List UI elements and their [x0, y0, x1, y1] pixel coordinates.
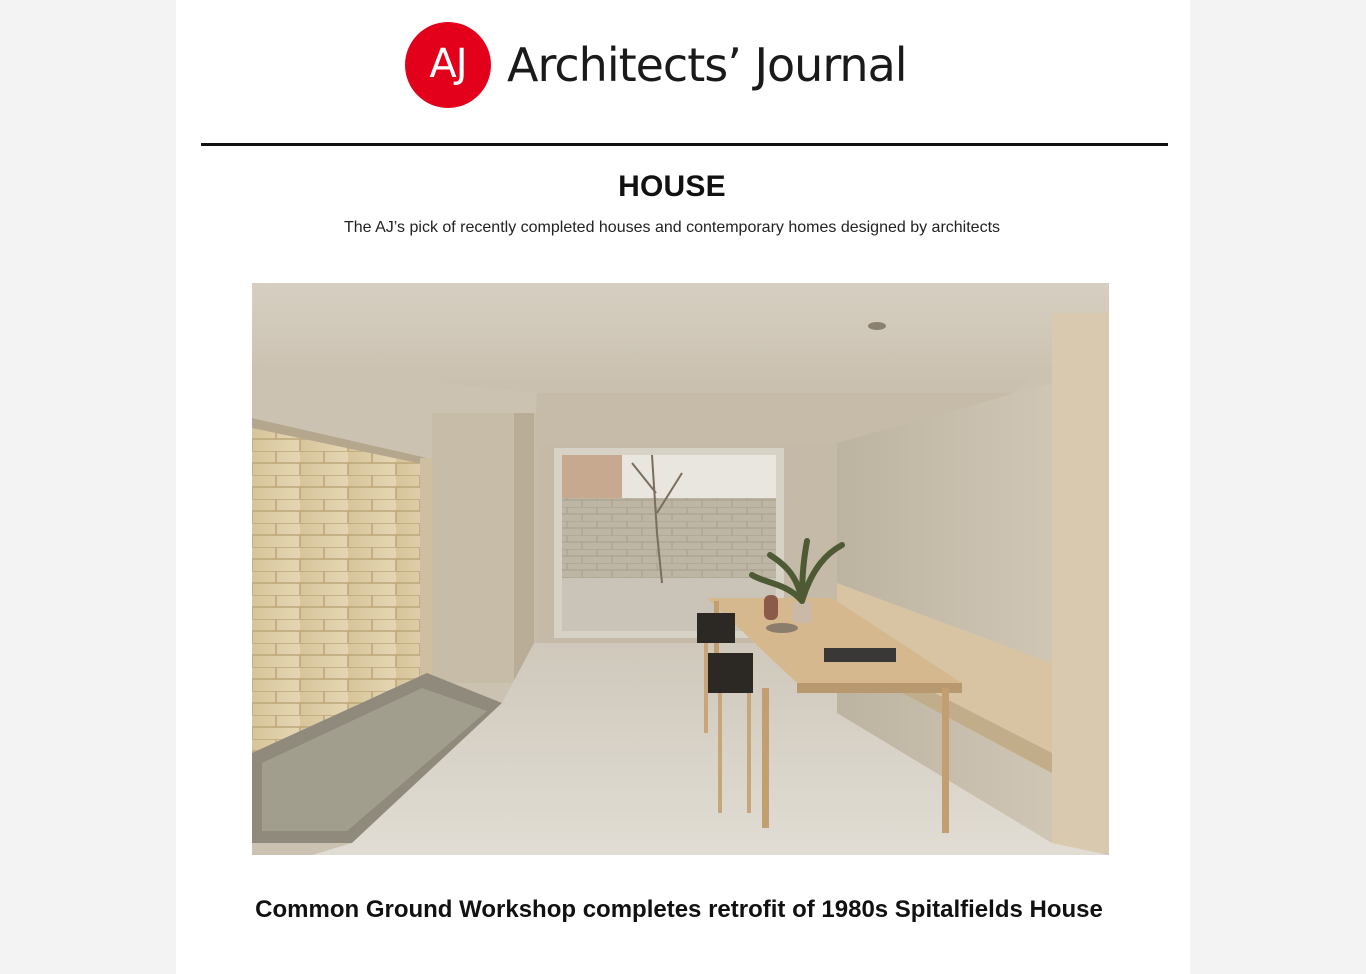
article-headline-link[interactable]: Common Ground Workshop completes retrofit of 1980s Spitalfields House — [255, 896, 1103, 923]
aj-logo-badge — [405, 22, 491, 108]
interior-photo-illustration — [252, 283, 1109, 855]
header-divider — [201, 143, 1168, 146]
article-hero-image[interactable] — [252, 283, 1109, 855]
site-name: Architects’ Journal — [507, 38, 907, 92]
section-description: The AJ’s pick of recently completed houses and contemporary homes designed by architects — [343, 219, 1001, 236]
page — [176, 0, 1190, 974]
site-logo-link[interactable] — [405, 22, 907, 108]
section-title: HOUSE — [618, 170, 726, 203]
logo-badge-text: AJ — [429, 41, 467, 87]
